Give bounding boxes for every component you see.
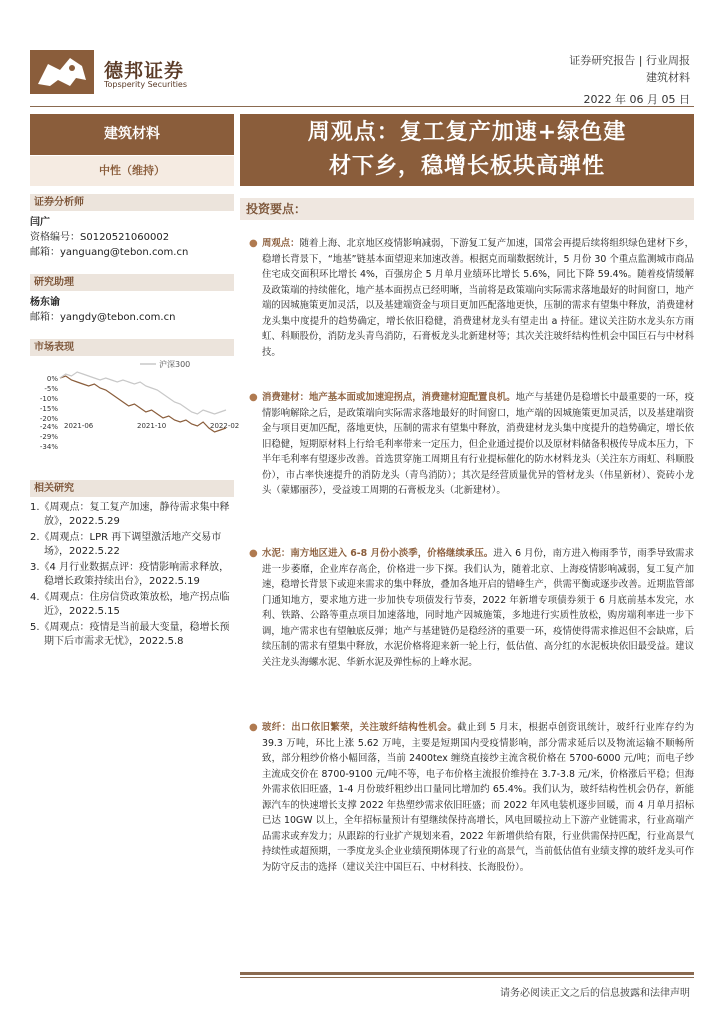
- bullet-lead: 周观点：: [262, 238, 300, 249]
- report-title: [240, 114, 694, 186]
- y-tick-label: -20%: [39, 415, 58, 423]
- x-tick-label: 2022-02: [210, 422, 240, 430]
- report-date: 2022 年 06 月 05 日: [583, 93, 690, 106]
- report-type: 证券研究报告 | 行业周报: [569, 54, 690, 67]
- legend-label: 沪深300: [159, 360, 191, 369]
- related-section-title: 相关研究: [30, 480, 234, 497]
- investment-highlights-title: 投资要点：: [240, 198, 694, 220]
- y-tick-label: -34%: [39, 443, 58, 451]
- bullet-glass-fiber: [248, 720, 694, 875]
- x-tick-label: 2021-06: [64, 422, 94, 430]
- related-item[interactable]: 2.《周观点：LPR 再下调望激活地产交易市场》，2022.5.22: [30, 532, 222, 557]
- title-line-1: 周观点：复工复产加速+绿色建: [307, 120, 627, 145]
- brand-name-en: Topsperity Securities: [104, 80, 188, 89]
- bullet-text: 截止到 5 月末，根据卓创资讯统计，玻纤行业库存约为 39.3 万吨，环比上涨 5.62 万吨，主要是短期国内受疫情影响，部分需求延后以及物流运输不顺畅所致，部分粗纱价格小幅回落，当前 2400tex 缠绕直接纱主流含税价格在 5700-6000 元/吨；而电子纱主流成交价在 8700-9100 元/吨不等，电子布价格主流报价维持在 3.7-3.8 元/米，价格涨后平稳；但海外需求依旧旺盛，1-4 月份玻纤粗纱出口量同比增加约 65.4%。我们认为，玻纤结构性机会仍存，新能源汽车的快速增长支撑 2022 年热塑纱需求依旧旺盛；而 2022 年风电装机逐步回暖，而 4 月单月招标已达 10GW 以上，全年招标量预计有望继续保持高增长，风电回暖拉动上下游产业链需求，行业高端产品需求或弃发力；从跟踪的行业扩产规划来看，2022 年新增供给有限，行业供需保持匹配，行业高景气持续性或超预期，一季度龙头企业业绩预期体现了行业的高景气，当前低估值有业绩支撑的玻纤龙头可作为防守反击的选择（建议关注中国巨石、中材科技、长海股份）。: [262, 722, 694, 873]
- bullet-icon: ●: [249, 548, 258, 559]
- bullet-lead: 玻纤：出口依旧繁荣，关注玻纤结构性机会。: [262, 722, 458, 733]
- rating-label: 中性（维持）: [30, 156, 234, 186]
- related-item[interactable]: 1.《周观点：复工复产加速，静待需求集中释放》，2022.5.29: [30, 502, 230, 527]
- series-line-1: [60, 372, 226, 414]
- y-tick-label: -24%: [39, 423, 58, 431]
- report-meta: [569, 52, 690, 86]
- header-divider: [30, 106, 694, 107]
- bullet-consumer-materials: [248, 390, 694, 499]
- assistant-email[interactable]: 邮箱：yangdy@tebon.com.cn: [30, 312, 176, 323]
- bullet-icon: ●: [249, 722, 258, 733]
- y-tick-label: -10%: [39, 395, 58, 403]
- bullet-text: 随着上海、北京地区疫情影响减弱，下游复工复产加速，国常会再提后续将组织绿色建材下乡，稳增长背景下，“地基”链基本面望迎来加速改善。根据克而瑞数据统计，5 月份 30 个重点监测城市商品住宅成交面积环比增长 4%，百强房企 5 月单月业绩环比增长 5.6%，同比下降 59.4%。随着疫情缓解及政策端的持续催化，地产基本面拐点已经明晰，当前将是政策端向实际需求落地最好的时间窗口，地产端的因城施策更加灵活，以及基建端资金与项目更加匹配落地更快，压制的需求有望集中释放，消费建材龙头集中度提升的趋势确定，增长依旧稳健，消费建材龙头有望走出 a 持征。建议关注防水龙头东方雨虹、科顺股份，消防龙头青鸟消防，石膏板龙头北新建材等；其次关注玻纤结构性机会中国巨石与中材科技。: [262, 238, 694, 358]
- analyst-section-title: 证券分析师: [30, 194, 234, 211]
- y-tick-label: -5%: [44, 385, 58, 393]
- bullet-text: 地产与基建仍是稳增长中最重要的一环，疫情影响解除之后，是政策端向实际需求落地最好的时间窗口，地产端的因城施策更加灵活，以及基建端资金与项目更加匹配，落地更快，压制的需求有望集中释放，消费建材龙头集中度提升的趋势确定，增长依旧稳健，短期原材料上行给毛利率带来一定压力，但企业通过提价以及原材料储备积极传导成本压力，下半年毛利率有望逐步改善。首选贯穿施工周期且有行业提标催化的防水材料龙头（关注东方雨虹、科顺股份），市占率快速提升的消防龙头（青鸟消防）；其次是经营质量优异的管材龙头（伟星新材）、瓷砖小龙头（蒙娜丽莎），受益竣工周期的石膏板龙头（北新建材）。: [262, 392, 694, 496]
- market-chart: [30, 358, 240, 470]
- brand-logo: [30, 50, 200, 94]
- assistant-info: [30, 295, 234, 325]
- bullet-text: 进入 6 月份，南方进入梅雨季节，雨季导致需求进一步萎靡，企业库存高企，价格进一步下探。我们认为，随着北京、上海疫情影响减弱，复工复产加速，稳增长背景下或迎来需求的集中释放，叠加各地开启的错峰生产，供需平衡或逐步改善。近期监管部门通知地方，要求地方进一步加快专项债发行节奏，2022 年新增专项债券须于 6 月底前基本发完，水利、铁路、公路等重点项目加速落地，同时地产因城施策，多地进行实质性放松，购房端利率进一步下调，地产需求也有望触底反弹；地产与基建链仍是稳经济的重要一环，疫情使得需求推迟但不会缺席，后续压制的需求有望集中释放，水泥价格将迎来新一轮上行，低估值、高分红的水泥板块依旧最受益。建议关注龙头海螺水泥、华新水泥及弹性标的上峰水泥。: [262, 548, 694, 668]
- related-item[interactable]: 5.《周观点：疫情是当前最大变量，稳增长预期下后市需求无忧》，2022.5.8: [30, 622, 230, 647]
- analyst-name: 闫广: [30, 217, 50, 228]
- x-tick-label: 2021-10: [137, 422, 167, 430]
- bullet-weekly-view: [248, 236, 694, 360]
- sector-label: 建筑材料: [30, 114, 234, 155]
- title-line-2: 材下乡，稳增长板块高弹性: [328, 154, 605, 179]
- analyst-info: [30, 215, 234, 260]
- related-item[interactable]: 3.《4 月行业数据点评：疫情影响需求释放，稳增长政策持续出台》，2022.5.19: [30, 562, 230, 587]
- bullet-icon: ●: [249, 238, 258, 249]
- bullet-lead: 水泥：南方地区进入 6-8 月份小淡季，价格继续承压。: [262, 548, 494, 559]
- assistant-section-title: 研究助理: [30, 274, 234, 291]
- analyst-email[interactable]: 邮箱：yanguang@tebon.com.cn: [30, 247, 189, 258]
- footer-disclaimer: 请务必阅读正文之后的信息披露和法律声明: [500, 988, 690, 999]
- analyst-cert: 资格编号：S0120521060002: [30, 232, 170, 243]
- related-item[interactable]: 4.《周观点：住房信贷政策放松，地产拐点临近》，2022.5.15: [30, 592, 230, 617]
- bull-logo-icon: [30, 50, 94, 94]
- report-industry: 建筑材料: [646, 71, 690, 84]
- bullet-lead: 消费建材：地产基本面或加速迎拐点，消费建材迎配置良机。: [262, 392, 516, 403]
- y-tick-label: 0%: [46, 375, 58, 383]
- bullet-cement: [248, 546, 694, 670]
- footer-divider: [240, 972, 694, 978]
- y-tick-label: -29%: [39, 433, 58, 441]
- bullet-icon: ●: [249, 392, 258, 403]
- market-chart-svg: [30, 358, 240, 470]
- brand-name-cn: 德邦证券: [104, 60, 185, 82]
- sidebar: [30, 114, 240, 651]
- assistant-name: 杨东谕: [30, 297, 60, 308]
- y-tick-label: -15%: [39, 405, 58, 413]
- related-list: [30, 501, 234, 649]
- market-section-title: 市场表现: [30, 339, 234, 356]
